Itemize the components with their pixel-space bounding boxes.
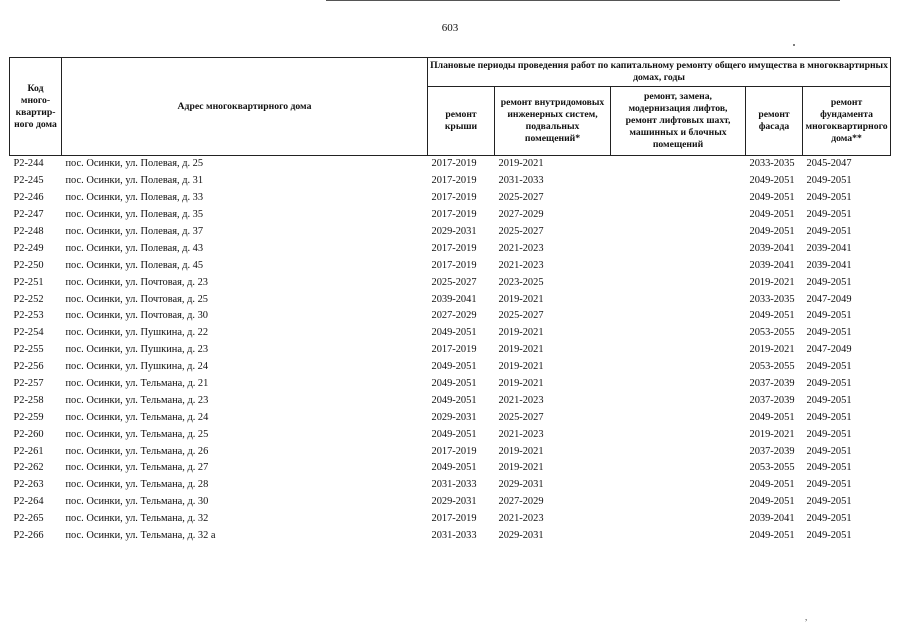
cell-engineering: 2019-2021 — [498, 462, 544, 474]
cell-lifts — [611, 325, 746, 342]
cell-address: пос. Осинки, ул. Тельмана, д. 24 — [65, 411, 209, 423]
cell-address: пос. Осинки, ул. Полевая, д. 33 — [65, 192, 204, 204]
cell-address: пос. Осинки, ул. Полевая, д. 31 — [65, 175, 204, 187]
cell-address: пос. Осинки, ул. Полевая, д. 43 — [65, 242, 204, 254]
cell-roof: 2049-2051 — [431, 462, 477, 474]
cell-engineering: 2021-2023 — [498, 428, 544, 440]
cell-code: P2-258 — [13, 394, 44, 406]
cell-address: пос. Осинки, ул. Тельмана, д. 32 — [65, 513, 209, 525]
cell-roof: 2017-2019 — [431, 344, 477, 356]
table-row — [10, 291, 891, 308]
cell-lifts — [611, 376, 746, 393]
cell-code: P2-262 — [13, 462, 44, 474]
header-facade: ремонт фасада — [746, 87, 803, 156]
cell-address: пос. Осинки, ул. Полевая, д. 25 — [62, 156, 428, 173]
header-foundation: ремонт фундамента многоквартирного дома** — [803, 87, 891, 156]
table-row — [10, 274, 891, 291]
cell-code: P2-255 — [13, 344, 44, 356]
cell-facade: 2019-2021 — [749, 344, 795, 356]
cell-roof: 2029-2031 — [431, 496, 477, 508]
cell-code: P2-257 — [13, 378, 44, 390]
cell-lifts — [611, 173, 746, 190]
cell-roof: 2017-2019 — [431, 175, 477, 187]
cell-code: P2-264 — [13, 496, 44, 508]
cell-foundation: 2049-2051 — [806, 394, 852, 406]
cell-code: P2-260 — [13, 428, 44, 440]
cell-code: P2-250 — [13, 259, 44, 271]
cell-foundation: 2049-2051 — [806, 175, 852, 187]
cell-address: пос. Осинки, ул. Почтовая, д. 23 — [65, 276, 208, 288]
cell-roof: 2017-2019 — [431, 513, 477, 525]
cell-foundation: 2039-2041 — [806, 259, 852, 271]
cell-facade: 2049-2051 — [749, 310, 795, 322]
table-row — [10, 240, 891, 257]
cell-address: пос. Осинки, ул. Полевая, д. 37 — [65, 226, 204, 237]
header-periods-group: Плановые периоды проведения работ по капитальному ремонту общего имущества в многоквартирных домах, годы — [428, 58, 891, 87]
cell-engineering: 2019-2021 — [498, 445, 544, 457]
cell-lifts — [611, 460, 746, 477]
header-engineering: ремонт внутридомовых инженерных систем, подвальных помещений* — [495, 87, 611, 156]
cell-roof: 2039-2041 — [431, 293, 477, 305]
cell-roof: 2017-2019 — [431, 242, 477, 254]
table-row — [10, 308, 891, 325]
cell-address: пос. Осинки, ул. Почтовая, д. 30 — [65, 310, 208, 322]
cell-lifts — [611, 190, 746, 207]
cell-code: P2-253 — [13, 310, 44, 322]
cell-code: P2-266 — [13, 530, 44, 542]
cell-roof: 2029-2031 — [431, 411, 477, 423]
cell-engineering: 2021-2023 — [498, 394, 544, 406]
cell-foundation: 2049-2051 — [806, 513, 852, 525]
table-row — [10, 224, 891, 241]
cell-engineering: 2021-2023 — [498, 513, 544, 525]
cell-roof: 2029-2031 — [431, 226, 477, 237]
cell-foundation: 2049-2051 — [806, 496, 852, 508]
cell-facade: 2049-2051 — [749, 226, 795, 237]
cell-code: P2-246 — [13, 192, 44, 204]
cell-facade: 2049-2051 — [749, 209, 795, 221]
cell-facade: 2049-2051 — [749, 530, 795, 542]
cell-lifts — [611, 224, 746, 241]
cell-engineering: 2025-2027 — [498, 192, 544, 204]
cell-code: P2-265 — [13, 513, 44, 525]
cell-engineering: 2027-2029 — [498, 209, 544, 221]
cell-facade: 2039-2041 — [749, 513, 795, 525]
cell-code: P2-247 — [13, 209, 44, 221]
cell-facade: 2037-2039 — [749, 378, 795, 390]
cell-engineering: 2019-2021 — [498, 344, 544, 356]
cell-roof: 2025-2027 — [431, 276, 477, 288]
cell-code: P2-263 — [13, 479, 44, 491]
cell-facade: 2019-2021 — [749, 276, 795, 288]
cell-roof: 2027-2029 — [431, 310, 477, 322]
cell-lifts — [611, 528, 746, 545]
cell-engineering: 2019-2021 — [498, 293, 544, 305]
cell-foundation: 2049-2051 — [806, 479, 852, 491]
cell-address: пос. Осинки, ул. Тельмана, д. 27 — [65, 462, 209, 474]
cell-code: P2-245 — [13, 175, 44, 187]
cell-code: P2-254 — [13, 327, 44, 339]
cell-address: пос. Осинки, ул. Тельмана, д. 25 — [65, 428, 209, 440]
cell-address: пос. Осинки, ул. Пушкина, д. 24 — [65, 361, 209, 373]
cell-code: P2-252 — [13, 293, 44, 305]
cell-foundation: 2049-2051 — [806, 462, 852, 474]
cell-address: пос. Осинки, ул. Тельмана, д. 32 а — [65, 530, 216, 542]
cell-roof: 2049-2051 — [431, 361, 477, 373]
cell-address: пос. Осинки, ул. Почтовая, д. 25 — [65, 293, 208, 305]
cell-facade: 2053-2055 — [749, 361, 795, 373]
cell-address: пос. Осинки, ул. Пушкина, д. 22 — [65, 327, 209, 339]
cell-code: P2-261 — [13, 445, 44, 457]
cell-roof: 2049-2051 — [431, 378, 477, 390]
table-row — [10, 409, 891, 426]
cell-foundation: 2039-2041 — [806, 242, 852, 254]
cell-facade: 2049-2051 — [749, 411, 795, 423]
cell-engineering: 2025-2027 — [498, 310, 544, 322]
cell-lifts — [611, 308, 746, 325]
cell-engineering: 2029-2031 — [498, 530, 544, 542]
cell-foundation: 2047-2049 — [806, 344, 852, 356]
cell-roof: 2017-2019 — [431, 259, 477, 271]
cell-lifts — [611, 207, 746, 224]
cell-lifts — [611, 274, 746, 291]
cell-facade: 2049-2051 — [749, 175, 795, 187]
cell-engineering: 2019-2021 — [498, 378, 544, 390]
cell-lifts — [611, 291, 746, 308]
table-row — [10, 156, 891, 173]
cell-foundation: 2049-2051 — [806, 411, 852, 423]
cell-address: пос. Осинки, ул. Тельмана, д. 21 — [65, 378, 209, 390]
table-row — [10, 359, 891, 376]
cell-foundation: 2049-2051 — [806, 192, 852, 204]
cell-foundation: 2049-2051 — [806, 530, 852, 542]
table-row — [10, 207, 891, 224]
table-row — [10, 257, 891, 274]
cell-engineering: 2019-2021 — [495, 156, 611, 173]
cell-engineering: 2023-2025 — [498, 276, 544, 288]
table-row — [10, 426, 891, 443]
cell-facade: 2053-2055 — [749, 462, 795, 474]
scan-speck — [793, 44, 795, 46]
cell-engineering: 2021-2023 — [498, 242, 544, 254]
cell-code: P2-249 — [13, 242, 44, 254]
cell-roof: 2031-2033 — [431, 479, 477, 491]
cell-facade: 2039-2041 — [749, 259, 795, 271]
table-row — [10, 190, 891, 207]
cell-lifts — [611, 443, 746, 460]
cell-address: пос. Осинки, ул. Пушкина, д. 23 — [65, 344, 209, 356]
cell-lifts — [611, 477, 746, 494]
cell-facade: 2033-2035 — [746, 156, 803, 173]
table-row — [10, 376, 891, 393]
table-row — [10, 392, 891, 409]
cell-roof: 2049-2051 — [431, 327, 477, 339]
cell-engineering: 2021-2023 — [498, 259, 544, 271]
cell-address: пос. Осинки, ул. Тельмана, д. 30 — [65, 496, 209, 508]
cell-foundation: 2049-2051 — [806, 445, 852, 457]
cell-facade: 2033-2035 — [749, 293, 795, 305]
cell-code: P2-248 — [13, 226, 44, 237]
cell-roof: 2049-2051 — [431, 394, 477, 406]
cell-engineering: 2019-2021 — [498, 361, 544, 373]
cell-engineering: 2025-2027 — [498, 411, 544, 423]
cell-lifts — [611, 156, 746, 173]
table-row — [10, 477, 891, 494]
cell-foundation: 2049-2051 — [806, 209, 852, 221]
table-row — [10, 528, 891, 545]
cell-engineering: 2025-2027 — [498, 226, 544, 237]
table-row — [10, 443, 891, 460]
cell-facade: 2049-2051 — [749, 479, 795, 491]
table-header — [10, 58, 891, 156]
cell-lifts — [611, 342, 746, 359]
table-row — [10, 511, 891, 528]
cell-code: P2-251 — [13, 276, 44, 288]
cell-engineering: 2019-2021 — [498, 327, 544, 339]
cell-facade: 2037-2039 — [749, 445, 795, 457]
cell-facade: 2039-2041 — [749, 242, 795, 254]
cell-facade: 2019-2021 — [749, 428, 795, 440]
cell-facade: 2049-2051 — [749, 192, 795, 204]
table-row — [10, 494, 891, 511]
table-row — [10, 173, 891, 190]
cell-lifts — [611, 494, 746, 511]
table-body — [10, 156, 891, 545]
cell-code: P2-259 — [13, 411, 44, 423]
cell-lifts — [611, 511, 746, 528]
cell-foundation: 2049-2051 — [806, 226, 852, 237]
table-row — [10, 460, 891, 477]
header-code: Код много-квартир-ного дома — [10, 58, 62, 156]
cell-lifts — [611, 392, 746, 409]
cell-roof: 2031-2033 — [431, 530, 477, 542]
cell-lifts — [611, 409, 746, 426]
header-address: Адрес многоквартирного дома — [62, 58, 428, 156]
cell-foundation: 2049-2051 — [806, 361, 852, 373]
table-row — [10, 325, 891, 342]
cell-foundation: 2049-2051 — [806, 276, 852, 288]
cell-roof: 2049-2051 — [431, 428, 477, 440]
cell-address: пос. Осинки, ул. Тельмана, д. 23 — [65, 394, 209, 406]
cell-facade: 2049-2051 — [749, 496, 795, 508]
table-row — [10, 342, 891, 359]
page-number: 603 — [441, 22, 459, 34]
capital-repair-schedule-table — [9, 57, 891, 544]
cell-foundation: 2045-2047 — [803, 156, 891, 173]
cell-roof: 2017-2019 — [428, 156, 495, 173]
scan-mark: , — [805, 612, 808, 622]
cell-roof: 2017-2019 — [431, 209, 477, 221]
cell-facade: 2037-2039 — [749, 394, 795, 406]
header-lifts: ремонт, замена, модернизация лифтов, ремонт лифтовых шахт, машинных и блочных помещений — [611, 87, 746, 156]
cell-address: пос. Осинки, ул. Полевая, д. 45 — [65, 259, 204, 271]
cell-engineering: 2027-2029 — [498, 496, 544, 508]
cell-code: P2-244 — [10, 156, 62, 173]
cell-foundation: 2049-2051 — [806, 327, 852, 339]
cell-address: пос. Осинки, ул. Тельмана, д. 26 — [65, 445, 209, 457]
cell-lifts — [611, 426, 746, 443]
cell-roof: 2017-2019 — [431, 445, 477, 457]
cell-lifts — [611, 257, 746, 274]
cell-lifts — [611, 240, 746, 257]
cell-engineering: 2031-2033 — [498, 175, 544, 187]
cell-address: пос. Осинки, ул. Тельмана, д. 28 — [65, 479, 209, 491]
cell-lifts — [611, 359, 746, 376]
cell-facade: 2053-2055 — [749, 327, 795, 339]
cell-engineering: 2029-2031 — [498, 479, 544, 491]
cell-roof: 2017-2019 — [431, 192, 477, 204]
cell-foundation: 2049-2051 — [806, 428, 852, 440]
cell-foundation: 2047-2049 — [806, 293, 852, 305]
top-rule-line — [326, 0, 840, 1]
cell-foundation: 2049-2051 — [806, 310, 852, 322]
cell-foundation: 2049-2051 — [806, 378, 852, 390]
header-roof: ремонт крыши — [428, 87, 495, 156]
cell-code: P2-256 — [13, 361, 44, 373]
cell-address: пос. Осинки, ул. Полевая, д. 35 — [65, 209, 204, 221]
